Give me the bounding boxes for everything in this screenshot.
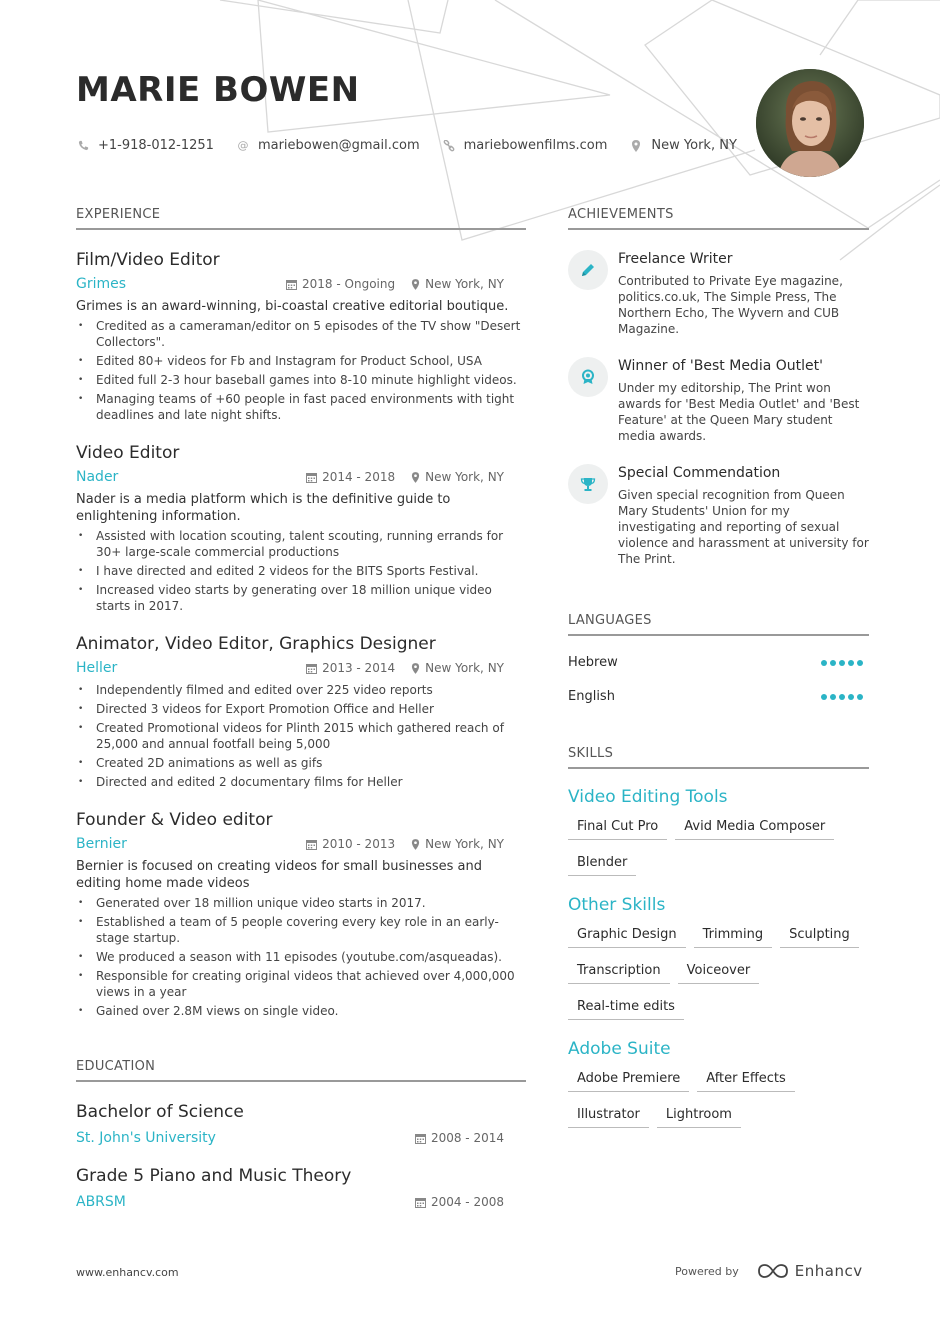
left-column <box>76 207 526 1210</box>
at-icon: @ <box>237 139 249 152</box>
achievement-item <box>568 464 869 567</box>
email-contact[interactable] <box>236 138 420 153</box>
proficiency-dot <box>857 694 863 700</box>
proficiency-dot <box>857 660 863 666</box>
link-icon <box>442 139 456 153</box>
skill-tag: Final Cut Pro <box>568 815 667 840</box>
languages-section-title: LANGUAGES <box>568 613 869 636</box>
skill-tag: Adobe Premiere <box>568 1067 689 1092</box>
proficiency-dot <box>830 660 836 666</box>
footer-branding <box>675 1262 863 1280</box>
calendar-icon <box>415 1133 426 1144</box>
skill-tag: Avid Media Composer <box>675 815 834 840</box>
proficiency-dot <box>821 694 827 700</box>
bullet-item: • Generated over 18 million unique video starts in 2017. <box>76 895 526 911</box>
candidate-name: MARIE BOWEN <box>76 70 360 110</box>
skill-tag: Real-time edits <box>568 995 684 1020</box>
proficiency-dots <box>818 655 863 670</box>
trophy-icon <box>568 464 608 504</box>
email-text: mariebowen@gmail.com <box>257 138 420 153</box>
languages-list <box>568 655 869 704</box>
company-name[interactable]: Heller <box>76 660 118 676</box>
language-name: Hebrew <box>568 655 618 670</box>
education-list <box>76 1102 526 1210</box>
job-meta-details <box>290 661 504 675</box>
job-description: Bernier is focused on creating videos for small businesses and editing home made videos <box>76 859 482 891</box>
skill-tags <box>568 815 869 887</box>
experience-entry <box>76 634 526 790</box>
proficiency-dot <box>848 694 854 700</box>
location-pin-icon <box>629 139 643 153</box>
language-name: English <box>568 689 615 704</box>
job-dates <box>286 277 395 291</box>
degree-title: Grade 5 Piano and Music Theory <box>76 1166 352 1186</box>
experience-list <box>76 250 526 1019</box>
edu-dates-text: 2008 - 2014 <box>430 1131 504 1145</box>
job-dates <box>306 470 395 484</box>
degree-title: Bachelor of Science <box>76 1102 244 1122</box>
job-location-text: New York, NY <box>425 661 504 675</box>
location-pin-icon <box>411 839 420 850</box>
education-entry <box>76 1166 526 1210</box>
job-meta-details <box>270 277 504 291</box>
proficiency-dot <box>821 660 827 666</box>
website-text: mariebowenfilms.com <box>463 138 608 153</box>
bullet-item: • Created 2D animations as well as gifs <box>76 755 526 771</box>
contact-bar <box>76 138 759 153</box>
pencil-icon <box>568 250 608 290</box>
job-meta-details <box>290 837 504 851</box>
proficiency-dot <box>830 694 836 700</box>
job-dates-text: 2018 - Ongoing <box>302 277 396 291</box>
achievement-body <box>618 464 869 567</box>
job-meta <box>76 469 526 485</box>
location-contact <box>629 138 736 153</box>
skill-tag: Voiceover <box>678 959 760 984</box>
job-bullets <box>76 528 526 614</box>
education-entry <box>76 1102 526 1146</box>
education-meta <box>76 1130 526 1146</box>
job-description: Grimes is an award-winning, bi-coastal creative editorial boutique. <box>76 299 509 314</box>
job-title: Animator, Video Editor, Graphics Designer <box>76 634 436 654</box>
right-column <box>568 207 869 1139</box>
profile-photo <box>756 69 864 177</box>
skill-group-title: Adobe Suite <box>568 1039 671 1059</box>
job-meta <box>76 660 526 676</box>
job-location <box>411 470 504 484</box>
job-description: Nader is a media platform which is the definitive guide to enlightening information. <box>76 492 451 524</box>
job-location-text: New York, NY <box>425 277 504 291</box>
job-location <box>411 837 504 851</box>
bullet-item: • Gained over 2.8M views on single video. <box>76 1003 526 1019</box>
job-dates-text: 2013 - 2014 <box>322 661 396 675</box>
experience-entry <box>76 810 526 1019</box>
proficiency-dots <box>818 689 863 704</box>
skills-list <box>568 787 869 1139</box>
job-dates <box>306 661 395 675</box>
edu-dates <box>415 1195 504 1209</box>
job-bullets <box>76 682 526 790</box>
skill-tag: Trimming <box>694 923 772 948</box>
education-dates <box>399 1130 504 1146</box>
proficiency-dot <box>848 660 854 666</box>
job-title: Video Editor <box>76 443 180 463</box>
skill-tag: Graphic Design <box>568 923 686 948</box>
bullet-item: • Directed and edited 2 documentary films for Heller <box>76 774 526 790</box>
job-meta <box>76 276 526 292</box>
calendar-icon <box>306 663 317 674</box>
skill-group-title: Video Editing Tools <box>568 787 728 807</box>
bullet-item: • Managing teams of +60 people in fast paced environments with tight deadlines and late night shifts. <box>76 391 526 423</box>
skill-tags <box>568 923 869 1031</box>
bullet-item: • Edited 80+ videos for Fb and Instagram for Product School, USA <box>76 353 526 369</box>
calendar-icon <box>306 839 317 850</box>
skill-tag: Sculpting <box>780 923 859 948</box>
proficiency-dot <box>839 694 845 700</box>
skills-section-title: SKILLS <box>568 746 869 769</box>
achievement-body <box>618 357 869 444</box>
award-icon <box>568 357 608 397</box>
edu-dates-text: 2004 - 2008 <box>430 1195 504 1209</box>
achievement-item <box>568 250 869 337</box>
website-contact[interactable] <box>442 138 608 153</box>
bullet-item: • Independently filmed and edited over 225 video reports <box>76 682 526 698</box>
achievement-description: Contributed to Private Eye magazine, politics.co.uk, The Simple Press, The Northern Echo, The Wyvern and CUB Magazine. <box>618 274 843 336</box>
experience-entry <box>76 250 526 423</box>
achievement-description: Under my editorship, The Print won awards for 'Best Media Outlet' and 'Best Feature' at the Queen Mary student media awards. <box>618 381 860 443</box>
skill-tag: Lightroom <box>657 1103 741 1128</box>
bullet-item: • Established a team of 5 people covering every key role in an early-stage startup. <box>76 914 526 946</box>
location-text: New York, NY <box>651 138 737 153</box>
bullet-item: • We produced a season with 11 episodes (youtube.com/asqueadas). <box>76 949 526 965</box>
company-name[interactable]: Grimes <box>76 276 127 292</box>
edu-dates <box>415 1131 504 1145</box>
location-pin-icon <box>411 472 420 483</box>
job-title: Film/Video Editor <box>76 250 220 270</box>
bullet-item: • Assisted with location scouting, talent scouting, running errands for 30+ large-scale commercial productions <box>76 528 526 560</box>
phone-icon <box>76 139 90 153</box>
job-bullets <box>76 318 526 423</box>
achievement-body <box>618 250 869 337</box>
calendar-icon <box>306 472 317 483</box>
achievements-section-title: ACHIEVEMENTS <box>568 207 869 230</box>
phone-text: +1-918-012-1251 <box>98 138 214 153</box>
experience-section-title: EXPERIENCE <box>76 207 526 230</box>
phone-contact[interactable] <box>76 138 214 153</box>
bullet-item: • Credited as a cameraman/editor on 5 episodes of the TV show "Desert Collectors". <box>76 318 526 350</box>
calendar-icon <box>415 1197 426 1208</box>
achievement-item <box>568 357 869 444</box>
achievement-title: Special Commendation <box>618 465 781 481</box>
location-pin-icon <box>411 279 420 290</box>
powered-by-label: Powered by <box>675 1264 739 1278</box>
skill-tag: Blender <box>568 851 636 876</box>
school-name[interactable]: St. John's University <box>76 1130 216 1146</box>
skill-tags <box>568 1067 869 1139</box>
bullet-item: • Increased video starts by generating over 18 million unique video starts in 2017. <box>76 582 526 614</box>
job-location-text: New York, NY <box>425 470 504 484</box>
job-dates-text: 2014 - 2018 <box>322 470 396 484</box>
education-meta <box>76 1194 526 1210</box>
footer-website[interactable]: www.enhancv.com <box>76 1266 179 1279</box>
bullet-item: • Created Promotional videos for Plinth 2015 which gathered reach of 25,000 and annual footfall being 5,000 <box>76 720 526 752</box>
skill-tag: Illustrator <box>568 1103 649 1128</box>
school-name[interactable]: ABRSM <box>76 1194 126 1210</box>
enhancv-logo-icon <box>757 1263 789 1279</box>
company-name[interactable]: Bernier <box>76 836 127 852</box>
skill-tag: Transcription <box>568 959 670 984</box>
experience-entry <box>76 443 526 614</box>
bullet-item: • Directed 3 videos for Export Promotion Office and Heller <box>76 701 526 717</box>
education-section-title: EDUCATION <box>76 1059 526 1082</box>
enhancv-brand-name: Enhancv <box>794 1262 863 1280</box>
bullet-item: • Responsible for creating original videos that achieved over 4,000,000 views in a year <box>76 968 526 1000</box>
language-item <box>568 689 869 704</box>
job-dates <box>306 837 395 851</box>
calendar-icon <box>286 279 297 290</box>
achievement-title: Winner of 'Best Media Outlet' <box>618 358 823 374</box>
skill-group-title: Other Skills <box>568 895 666 915</box>
proficiency-dot <box>839 660 845 666</box>
job-title: Founder & Video editor <box>76 810 273 830</box>
bullet-item: • I have directed and edited 2 videos for the BITS Sports Festival. <box>76 563 526 579</box>
job-location <box>411 661 504 675</box>
job-location <box>411 277 504 291</box>
job-location-text: New York, NY <box>425 837 504 851</box>
company-name[interactable]: Nader <box>76 469 119 485</box>
job-dates-text: 2010 - 2013 <box>322 837 396 851</box>
bullet-item: • Edited full 2-3 hour baseball games into 8-10 minute highlight videos. <box>76 372 526 388</box>
job-meta <box>76 836 526 852</box>
education-dates <box>399 1194 504 1210</box>
location-pin-icon <box>411 663 420 674</box>
job-bullets <box>76 895 526 1019</box>
achievements-list <box>568 250 869 567</box>
language-item <box>568 655 869 670</box>
achievement-description: Given special recognition from Queen Mary Students' Union for my investigating and reporting of sexual violence and harassment at university for The Print. <box>618 488 869 566</box>
job-meta-details <box>290 470 504 484</box>
skill-tag: After Effects <box>697 1067 795 1092</box>
achievement-title: Freelance Writer <box>618 251 733 267</box>
